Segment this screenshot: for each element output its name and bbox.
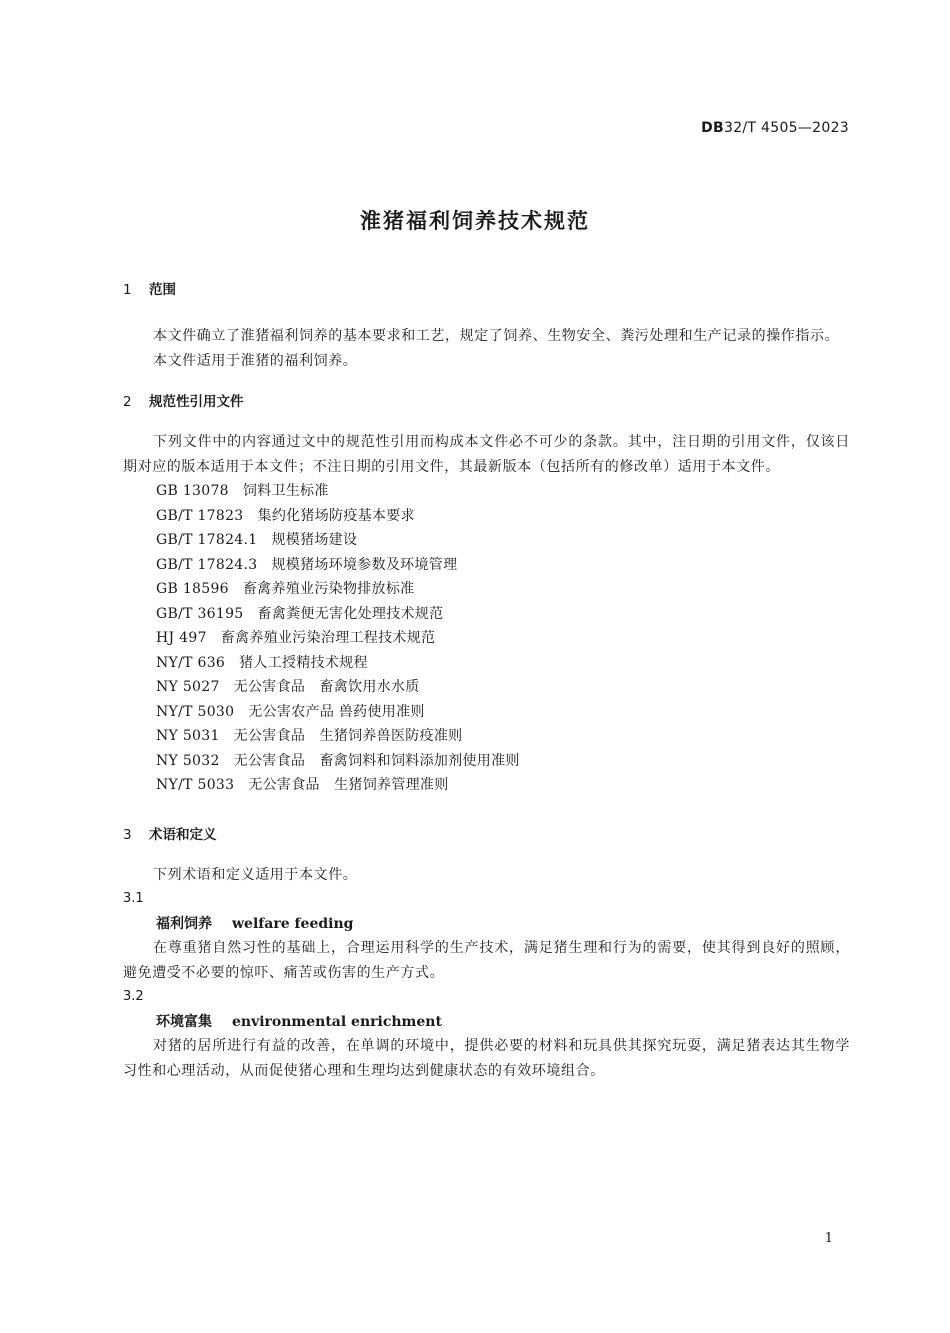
reference-title: 无公害农产品 兽药使用准则 [248, 703, 425, 720]
list-item [123, 602, 850, 627]
list-item [123, 749, 850, 774]
term-name-en: environmental enrichment [232, 1013, 442, 1030]
list-item [123, 626, 850, 651]
reference-code: NY/T 5030 [156, 703, 235, 720]
term-name [123, 1010, 850, 1035]
reference-code: GB/T 17823 [156, 507, 244, 524]
term-name-zh: 环境富集 [156, 1013, 212, 1030]
reference-title: 规模猪场建设 [271, 532, 358, 548]
term-name [123, 912, 850, 937]
paragraph: 下列文件中的内容通过文中的规范性引用而构成本文件必不可少的条款。其中，注日期的引用文件，仅该日期对应的版本适用于本文件；不注日期的引用文件，其最新版本（包括所有的修改单）适用于本文件。 [123, 434, 850, 475]
term-definition: 在尊重猪自然习性的基础上，合理运用科学的生产技术，满足猪生理和行为的需要，使其得到良好的照顾，避免遭受不必要的惊吓、痛苦或伤害的生产方式。 [123, 940, 850, 981]
reference-title: 无公害食品 生猪饲养兽医防疫准则 [233, 728, 463, 744]
page-title: 淮猪福利饲养技术规范 [360, 209, 590, 233]
reference-code: GB 18596 [156, 581, 229, 597]
term-number: 3.1 [123, 891, 144, 906]
section-heading-normative-references [123, 392, 850, 412]
list-item [123, 479, 850, 504]
reference-title: 无公害食品 畜禽饮用水水质 [233, 679, 420, 695]
list-item [123, 504, 850, 529]
reference-code: NY/T 5033 [156, 777, 235, 793]
document-body [123, 280, 850, 1083]
term-definition: 对猪的居所进行有益的改善，在单调的环境中，提供必要的材料和玩具供其探究玩耍，满足猪表达其生物学习性和心理活动，从而促使猪心理和生理均达到健康状态的有效环境组合。 [123, 1038, 850, 1079]
document-code-prefix: DB [701, 120, 724, 136]
reference-title: 猪人工授精技术规程 [239, 654, 368, 671]
section-title: 范围 [149, 282, 176, 298]
reference-code: NY 5031 [156, 728, 220, 744]
reference-code: NY 5032 [156, 752, 220, 769]
reference-list [123, 479, 850, 798]
reference-code: NY/T 636 [156, 654, 226, 671]
term-number: 3.2 [123, 989, 144, 1004]
term-name-en: welfare feeding [232, 915, 354, 932]
paragraph: 下列术语和定义适用于本文件。 [153, 866, 358, 883]
reference-title: 无公害食品 生猪饲养管理准则 [248, 777, 449, 793]
section-title: 规范性引用文件 [149, 394, 244, 410]
term-name-zh: 福利饲养 [156, 915, 212, 932]
reference-code: GB/T 36195 [156, 605, 244, 622]
section-heading-terms-and-definitions [123, 825, 850, 845]
reference-title: 畜禽养殖业污染物排放标准 [242, 581, 415, 597]
paragraph: 本文件确立了淮猪福利饲养的基本要求和工艺，规定了饲养、生物安全、粪污处理和生产记录的操作指示。 [153, 328, 840, 344]
section-number: 2 [123, 394, 132, 410]
list-item [123, 675, 850, 700]
section-heading-scope [123, 280, 850, 300]
list-item [123, 577, 850, 602]
reference-title: 集约化猪场防疫基本要求 [257, 507, 415, 524]
reference-code: HJ 497 [156, 630, 207, 646]
section-title: 术语和定义 [149, 826, 217, 843]
reference-code: NY 5027 [156, 679, 220, 695]
list-item [123, 528, 850, 553]
reference-title: 畜禽粪便无害化处理技术规范 [257, 605, 444, 622]
reference-title: 规模猪场环境参数及环境管理 [271, 556, 458, 573]
list-item [123, 700, 850, 725]
list-item [123, 651, 850, 676]
list-item [123, 724, 850, 749]
section-number: 3 [123, 826, 132, 843]
reference-code: GB/T 17824.1 [156, 532, 258, 548]
reference-code: GB/T 17824.3 [156, 556, 258, 573]
reference-title: 饲料卫生标准 [242, 483, 329, 499]
section-number: 1 [123, 282, 132, 298]
reference-title: 畜禽养殖业污染治理工程技术规范 [220, 630, 436, 646]
page-number: 1 [824, 1231, 833, 1246]
reference-code: GB 13078 [156, 483, 229, 499]
paragraph: 本文件适用于淮猪的福利饲养。 [153, 352, 358, 369]
document-code [701, 120, 849, 136]
reference-title: 无公害食品 畜禽饲料和饲料添加剂使用准则 [233, 752, 520, 769]
document-code-rest: 32/T 4505—2023 [724, 120, 849, 136]
list-item [123, 773, 850, 798]
list-item [123, 553, 850, 578]
